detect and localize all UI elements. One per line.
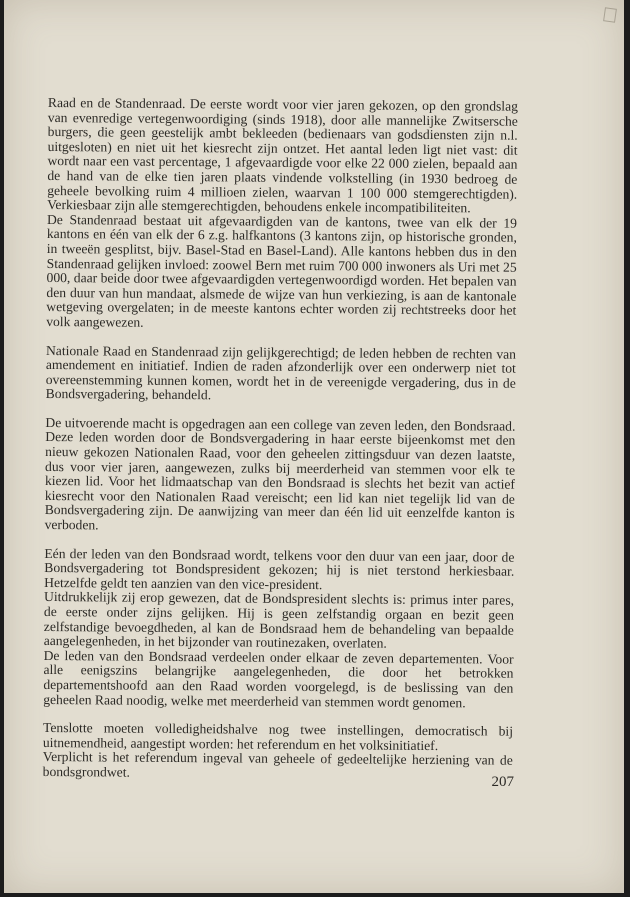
paragraph-gelijkgerechtigd: Nationale Raad en Standenraad zijn gelijkgerechtigd; de leden hebben de rechten van amendement en initiatief. Indien de raden afzonderlijk over een onderwerp niet tot overeenstemming kunnen komen, wordt het in de vereenigde vergadering, dus in de Bondsvergadering, behandeld. [45, 342, 517, 403]
paragraph-standenraad-samenstelling: De Standenraad bestaat uit afgevaardigden van de kantons, twee van elk der 19 kantons en één van elk der 6 z.g. halfkantons (3 kantons zijn, op historische gronden, in tweeën gesplitst, bijv. Basel-Stad en Basel-Land). Alle kantons hebben dus in den Standenraad gelijken invloed: zoowel Bern met ruim 700 000 inwoners als Uri met 25 000, daar beide door twee afgevaardigden vertegenwoordigd worden. Het bepalen van den duur van hun mandaat, alsmede de wijze van hun verkiezing, is aan de kantonale wetgeving overgelaten; in de meeste kantons echter worden zij rechtstreeks door het volk aangewezen. [46, 211, 518, 330]
body-text [43, 96, 518, 783]
corner-mark [603, 7, 617, 23]
paragraph-bondspresident: Eén der leden van den Bondsraad wordt, telkens voor den duur van een jaar, door de Bondsvergadering tot Bondspresident gekozen; hij is niet terstond herkiesbaar. Hetzelfde geldt ten aanzien van den vice-president. [44, 545, 515, 592]
paragraph-raad-standenraad: Raad en de Standenraad. De eerste wordt voor vier jaren gekozen, op den grondslag van evenredige vertegenwoordiging (sinds 1918), door alle mannelijke Zwitsersche burgers, die geen geestelijk ambt bekleeden (bedienaars van godsdiensten zijn n.l. uitgesloten) en niet uit het kiesrecht zijn ontzet. Het aantal leden ligt niet vast: dit wordt naar een vast percentage, 1 afgevaardigde voor elke 22 000 zielen, bepaald aan de hand van de elke tien jaren plaats vindende volkstelling (in 1930 bedroeg de geheele bevolking ruim 4 millioen zielen, waarvan 1 100 000 stemgerechtigden). Verkiesbaar zijn alle stemgerechtigden, behoudens enkele incompatibiliteiten. [47, 95, 518, 216]
paragraph-uitvoerende-macht: De uitvoerende macht is opgedragen aan een college van zeven leden, den Bondsraad. Deze leden worden door de Bondsvergadering in haar eerste bijeenkomst met den nieuw gekozen Nationalen Raad, voor den geheelen zittingsduur van dezen laatste, dus voor vier jaren, aangewezen, zulks bij meerderheid van stemmen voor elk te kiezen lid. Voor het lidmaatschap van den Bondsraad is slechts het bezit van actief kiesrecht voor den Nationalen Raad vereischt; een lid kan niet tegelijk lid van de Bondsvergadering zijn. De aanwijzing van meer dan één lid uit eenzelfde kanton is verboden. [44, 414, 516, 533]
paragraph-referendum: Verplicht is het referendum ingeval van geheele of gedeeltelijke herziening van de bondsgrondwet. [42, 749, 513, 780]
paragraph-instellingen: Tenslotte moeten volledigheidshalve nog twee instellingen, democratisch bij uitnemendheid, aangestipt worden: het referendum en het volksinitiatief. [42, 720, 514, 753]
page-number: 207 [491, 774, 514, 790]
book-page [4, 0, 624, 893]
paragraph-departementen: De leden van den Bondsraad verdeelen onder elkaar de zeven departementen. Voor alle eenigszins belangrijke aangelegenheden, die door het betrokken departementshoofd aan den Raad worden voorgelegd, is de beslissing van den geheelen Raad noodig, welke met meerderheid van stemmen wordt genomen. [43, 647, 514, 710]
paragraph-primus-inter-pares: Uitdrukkelijk zij erop gewezen, dat de Bondspresident slechts is: primus inter pares, de eerste onder zijns gelijken. Hij is geen zelfstandig orgaan en bezit geen zelfstandige bevoegdheden, al kan de Bondsraad hem de behandeling van bepaalde aangelegenheden, in het bijzonder van routinezaken, overlaten. [43, 589, 515, 651]
